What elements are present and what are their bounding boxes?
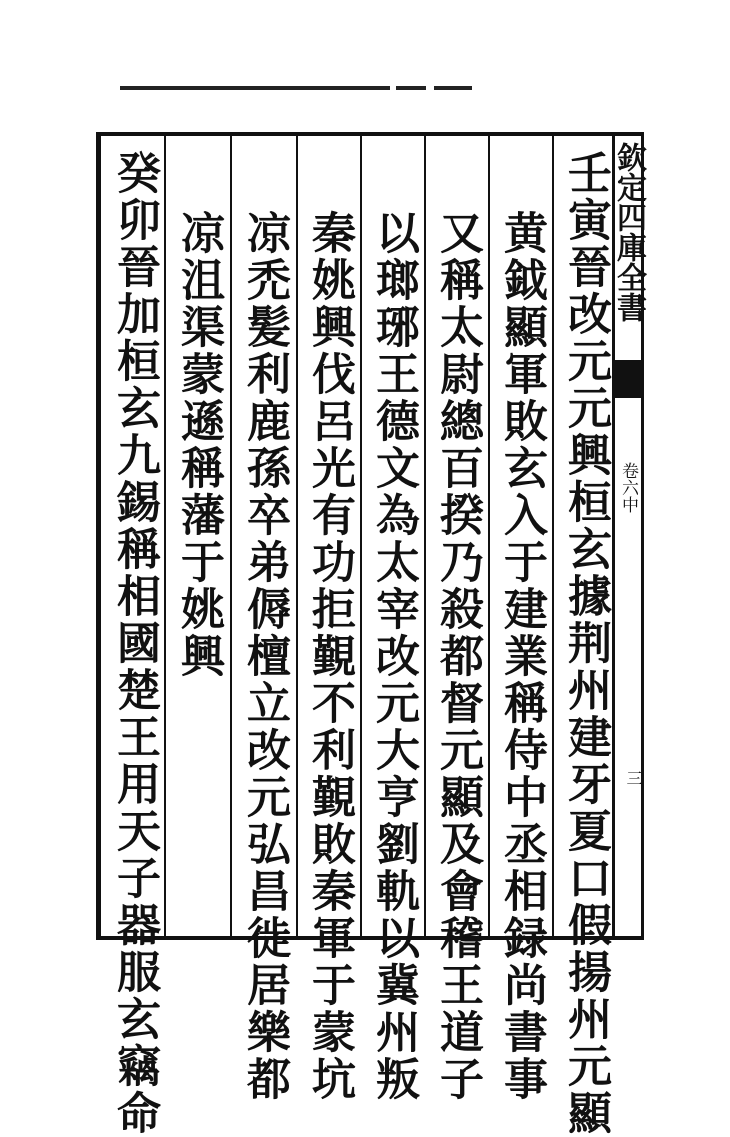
text-column-2: 黄鉞顯軍敗玄入于建業稱侍中丞相録尚書事 [496,210,547,1103]
column-rule [360,136,362,936]
fish-tail-mark [612,360,644,398]
column-rule [488,136,490,936]
text-column-7: 凉沮渠蒙遜稱藩于姚興 [173,210,224,680]
text-column-3: 又稱太尉總百揆乃殺都督元顯及會稽王道子 [432,210,483,1103]
text-column-8: 癸卯晉加桓玄九錫稱相國楚王用天子器服玄竊命 [109,150,160,1137]
text-column-6: 凉禿髪利鹿孫卒弟傉檀立改元弘昌徙居樂都 [239,210,290,1103]
margin-title: 欽定四庫全書 [611,142,646,322]
margin-chapter-note: 卷六中 [618,462,638,513]
top-rule-2 [396,86,426,90]
text-column-4: 以瑯琊王德文為太宰改元大亨劉軌以冀州叛 [368,210,419,1103]
text-column-1: 壬寅晉改元元興桓玄據荆州建牙夏口假揚州元顯 [560,150,611,1137]
text-column-5: 秦姚興伐呂光有功拒覲不利覲敗秦軍于蒙坑 [304,210,355,1103]
column-rule [552,136,554,936]
column-rule [164,136,166,936]
column-rule [424,136,426,936]
page-number: 三 [624,770,643,786]
column-rule [230,136,232,936]
top-rule-1 [120,86,390,90]
top-rule-3 [434,86,472,90]
column-rule [296,136,298,936]
